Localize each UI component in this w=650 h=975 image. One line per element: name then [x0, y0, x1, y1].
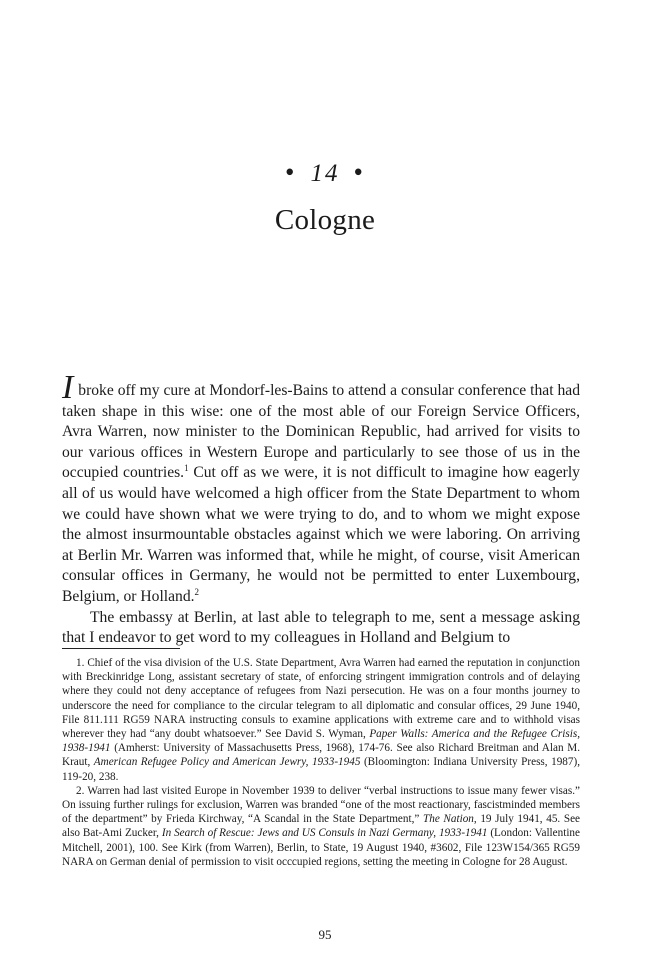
page-number: 95 [318, 927, 332, 942]
body-text [62, 369, 580, 649]
paragraph-1-text-a: broke off my cure at Mondorf-les-Bains to attend a consular conference that had taken shape in this wise: one of the most able of our Foreign Service Officers, Avra Warren, now minister to the Dominican Republic, had arrived for visits to our various offices in Western Europe and particularly to see those of us in the occupied countries. [62, 382, 580, 482]
footnote-1-text-a: 1. Chief of the visa division of the U.S. State Department, Avra Warren had earned the reputation in conjunction with Breckinridge Long, assistant secretary of state, of enforcing stringent immigration controls and of delaying where they could not deny acceptance of refugees from Nazi persecution. He was on a four months journey to underscore the need for compliance to the circular telegram to all diplomatic and consular offices, 29 June 1940, File 811.111 RG59 NARA instructing consuls to examine applications with extreme care and to withhold visas wherever they had “any doubt whatsoever.” See David S. Wyman, [62, 657, 580, 741]
footnote-2-text-c: (London: Vallentine Mitchell, 2001), 100. See Kirk (from Warren), Berlin, to State, 19 August 1940, #3602, File 123W154/365 RG59 NARA on German denial of permission to visit occcupied regions, setting the meeting in Cologne for 28 August. [62, 827, 580, 868]
footnote-ref-2[interactable]: 2 [194, 586, 200, 597]
footnote-1-text-b: (Amherst: University of Massachusetts Press, 1968), 174-76. See also Richard Breitman and Alan M. Kraut, [62, 742, 580, 769]
footnote-2 [62, 784, 580, 869]
footnote-1-book-title-1: Paper Walls: America and the Refugee Crisis, 1938-1941 [62, 728, 580, 755]
footnotes [62, 656, 580, 869]
paragraph-2: The embassy at Berlin, at last able to telegraph to me, sent a message asking that I endeavor to get word to my colleagues in Holland and Belgium to [62, 608, 580, 647]
footnote-2-text-b: , 19 July 1941, 45. See also Bat-Ami Zucker, [62, 813, 581, 840]
drop-cap: I [62, 369, 74, 406]
footnote-2-text-a: 2. Warren had last visited Europe in November 1939 to deliver “verbal instructions to issue many fewer visas.” On issuing further rulings for exclusion, Warren was branded “one of the most reactionary, fascistminded members of the department” by Frieda Kirchway, “A Scandal in the State Department,” [62, 784, 580, 826]
ornament-bullet-left: • [285, 157, 297, 187]
ornament-bullet-right: • [353, 157, 365, 187]
paragraph-1 [62, 369, 580, 608]
footnote-2-book-title: In Search of Rescue: Jews and US Consuls in Nazi Germany, 1933-1941 [161, 827, 488, 840]
chapter-number [0, 157, 650, 188]
footnote-2-periodical-title: The Nation [423, 813, 474, 826]
footnote-1 [62, 656, 580, 784]
footnote-1-book-title-2: American Refugee Policy and American Jewry, 1933-1945 [93, 756, 361, 769]
paragraph-1-text-b: Cut off as we were, it is not difficult to imagine how eagerly all of us would have welcomed a high officer from the State Department to whom we could have shown what we were trying to do, and to whom we might expose the almost insurmountable obstacles against which we were laboring. On arriving at Berlin Mr. Warren was informed that, while he might, of course, visit American consular offices in Germany, he would not be permitted to enter Luxembourg, Belgium, or Holland. [62, 464, 580, 605]
chapter-number-value: 14 [310, 160, 340, 187]
footnote-divider [62, 648, 180, 649]
footnote-ref-1[interactable]: 1 [184, 463, 189, 474]
chapter-title: Cologne [274, 204, 376, 236]
footnote-1-text-c: (Bloomington: Indiana University Press, 1987), 119-20, 238. [62, 756, 580, 783]
